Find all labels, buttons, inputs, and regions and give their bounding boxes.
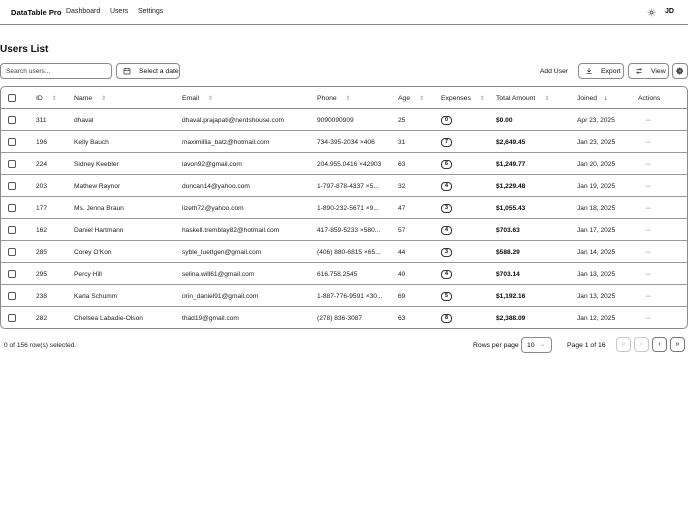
cell-age: 25: [398, 116, 406, 124]
row-select-cell: [8, 153, 16, 175]
row-checkbox[interactable]: [8, 292, 16, 300]
row-checkbox[interactable]: [8, 204, 16, 212]
cell-age: 69: [398, 292, 406, 300]
cell-name: Kelly Bauch: [74, 138, 109, 146]
more-actions-icon[interactable]: ···: [645, 182, 651, 190]
cell-expenses: [441, 241, 452, 263]
search-input[interactable]: [0, 63, 112, 79]
cell-expenses: [441, 285, 452, 307]
more-actions-icon[interactable]: ···: [645, 116, 651, 124]
cell-phone: 417-859-5233 ×580...: [317, 226, 381, 234]
more-actions-icon[interactable]: ···: [645, 204, 651, 212]
cell-name: Chelsea Labadie-Olson: [74, 314, 143, 322]
sort-icon[interactable]: ⇕: [101, 95, 107, 102]
expenses-badge: 3: [441, 204, 452, 213]
row-checkbox[interactable]: [8, 160, 16, 168]
cell-id: 238: [36, 292, 48, 300]
cell-joined: Jan 13, 2025: [577, 292, 616, 300]
row-select-cell: [8, 175, 16, 197]
cell-age: 63: [398, 160, 406, 168]
cell-total-amount: $2,649.45: [496, 138, 526, 146]
cell-joined: Jan 20, 2025: [577, 160, 616, 168]
gear-icon: [676, 67, 684, 75]
cell-total-amount: $703.14: [496, 270, 520, 278]
cell-id: 177: [36, 204, 48, 212]
last-page-button[interactable]: »: [670, 337, 685, 352]
row-select-cell: [8, 197, 16, 219]
cell-name: Ms. Jenna Braun: [74, 204, 124, 212]
cell-joined: Jan 14, 2025: [577, 248, 616, 256]
top-navbar: [0, 0, 688, 25]
table-row[interactable]: [1, 219, 688, 241]
row-select-cell: [8, 241, 16, 263]
cell-email: syble_luettgen@gmail.com: [182, 248, 262, 256]
brand-logo[interactable]: DataTable Pro: [11, 8, 62, 17]
sort-icon[interactable]: ⇕: [419, 95, 425, 102]
expenses-badge: 0: [441, 116, 452, 125]
expenses-badge: 3: [441, 248, 452, 257]
cell-email: maximillia_batz@hotmail.com: [182, 138, 270, 146]
cell-email: lizeth72@yahoo.com: [182, 204, 244, 212]
row-checkbox[interactable]: [8, 248, 16, 256]
rows-per-page-label: Rows per page: [473, 342, 519, 349]
table-settings-button[interactable]: [672, 63, 688, 79]
cell-phone: 734-395-2034 ×406: [317, 138, 375, 146]
row-select-cell: [8, 131, 16, 153]
selection-status: 0 of 156 row(s) selected.: [4, 342, 77, 349]
page-info: Page 1 of 16: [567, 342, 606, 349]
row-select-cell: [8, 263, 16, 285]
table-row[interactable]: [1, 175, 688, 197]
column-header-id[interactable]: ID ⇕: [36, 94, 57, 102]
sort-icon[interactable]: ⇕: [479, 95, 485, 102]
view-label: View: [651, 67, 666, 75]
sort-icon[interactable]: ⇕: [51, 95, 57, 102]
cell-joined: Apr 23, 2025: [577, 116, 615, 124]
cell-actions: [638, 175, 651, 197]
more-actions-icon[interactable]: ···: [645, 314, 651, 322]
cell-actions: [638, 219, 651, 241]
table-row[interactable]: [1, 131, 688, 153]
cell-joined: Jan 18, 2025: [577, 204, 616, 212]
table-row[interactable]: [1, 153, 688, 175]
column-header-phone[interactable]: Phone ⇕: [317, 94, 351, 102]
cell-expenses: [441, 131, 452, 153]
cell-total-amount: $1,249.77: [496, 160, 526, 168]
row-checkbox[interactable]: [8, 314, 16, 322]
cell-phone: (278) 836-3087: [317, 314, 363, 322]
view-options-button[interactable]: [628, 63, 669, 79]
cell-total-amount: $1,192.16: [496, 292, 526, 300]
cell-joined: Jan 17, 2025: [577, 226, 616, 234]
row-select-cell: [8, 219, 16, 241]
cell-phone: 1-797-878-4337 ×5...: [317, 182, 379, 190]
cell-name: dhaval: [74, 116, 94, 124]
cell-email: haskell.tremblay82@hotmail.com: [182, 226, 280, 234]
cell-joined: Jan 13, 2025: [577, 270, 616, 278]
sun-icon: [647, 8, 656, 17]
row-select-cell: [8, 109, 16, 131]
row-select-cell: [8, 307, 16, 329]
rows-per-page-select[interactable]: [521, 337, 552, 353]
more-actions-icon[interactable]: ···: [645, 160, 651, 168]
cell-expenses: [441, 263, 452, 285]
expenses-badge: 6: [441, 160, 452, 169]
cell-age: 47: [398, 204, 406, 212]
cell-name: Karla Schumm: [74, 292, 118, 300]
more-actions-icon[interactable]: ···: [645, 292, 651, 300]
select-all-checkbox[interactable]: [8, 94, 16, 102]
more-actions-icon[interactable]: ···: [645, 270, 651, 278]
theme-toggle-button[interactable]: [646, 7, 657, 18]
first-page-button[interactable]: «: [616, 337, 631, 352]
expenses-badge: 5: [441, 292, 452, 301]
select-all-cell: [8, 87, 16, 109]
cell-age: 31: [398, 138, 406, 146]
cell-actions: [638, 109, 651, 131]
cell-expenses: [441, 219, 452, 241]
cell-actions: [638, 153, 651, 175]
download-icon: [585, 67, 593, 75]
expenses-badge: 7: [441, 138, 452, 147]
cell-actions: [638, 263, 651, 285]
table-row[interactable]: [1, 285, 688, 307]
cell-expenses: [441, 307, 452, 329]
column-header-total-amount[interactable]: Total Amount ⇕: [496, 94, 550, 102]
cell-name: Corey O'Kon: [74, 248, 112, 256]
users-table: [0, 86, 688, 329]
column-header-age[interactable]: Age ⇕: [398, 94, 425, 102]
cell-name: Percy Hill: [74, 270, 102, 278]
cell-age: 32: [398, 182, 406, 190]
cell-total-amount: $0.00: [496, 116, 513, 124]
cell-email: selina.will61@gmail.com: [182, 270, 255, 278]
cell-actions: [638, 197, 651, 219]
next-page-button[interactable]: ›: [652, 337, 667, 352]
cell-age: 57: [398, 226, 406, 234]
cell-id: 295: [36, 270, 48, 278]
table-row[interactable]: [1, 263, 688, 285]
cell-age: 63: [398, 314, 406, 322]
sort-icon[interactable]: ⇕: [208, 95, 214, 102]
expenses-badge: 8: [441, 314, 452, 323]
cell-email: lavon92@gmail.com: [182, 160, 242, 168]
row-checkbox[interactable]: [8, 270, 16, 278]
table-row[interactable]: [1, 241, 688, 263]
cell-total-amount: $588.29: [496, 248, 520, 256]
cell-actions: [638, 307, 651, 329]
row-checkbox[interactable]: [8, 138, 16, 146]
column-header-joined[interactable]: Joined ↓: [577, 94, 608, 102]
expenses-badge: 4: [441, 182, 452, 191]
export-button[interactable]: [578, 63, 624, 79]
cell-email: orin_daniel91@gmail.com: [182, 292, 259, 300]
cell-expenses: [441, 153, 452, 175]
cell-total-amount: $1,229.48: [496, 182, 526, 190]
cell-id: 285: [36, 248, 48, 256]
cell-name: Daniel Hartmann: [74, 226, 124, 234]
cell-expenses: [441, 175, 452, 197]
cell-id: 203: [36, 182, 48, 190]
sliders-icon: [635, 67, 643, 75]
previous-page-button[interactable]: ‹: [634, 337, 649, 352]
row-checkbox[interactable]: [8, 116, 16, 124]
sort-desc-icon[interactable]: ↓: [604, 94, 608, 102]
row-checkbox[interactable]: [8, 226, 16, 234]
cell-phone: 1-887-776-9591 ×30...: [317, 292, 383, 300]
cell-id: 282: [36, 314, 48, 322]
nav-users[interactable]: Users: [110, 8, 129, 15]
column-header-name[interactable]: Name ⇕: [74, 94, 107, 102]
cell-joined: Jan 12, 2025: [577, 314, 616, 322]
cell-total-amount: $1,055.43: [496, 204, 526, 212]
rows-per-page-value: 10: [527, 341, 535, 349]
add-user-label: Add User: [539, 67, 569, 75]
column-header-expenses[interactable]: Expenses ⇕: [441, 94, 485, 102]
cell-expenses: [441, 109, 452, 131]
cell-id: 311: [36, 116, 47, 124]
table-header: [1, 87, 688, 109]
cell-email: thad19@gmail.com: [182, 314, 239, 322]
more-actions-icon[interactable]: ···: [645, 248, 651, 256]
date-picker-button[interactable]: [116, 63, 180, 79]
date-picker-label: Select a date: [139, 67, 179, 75]
calendar-icon: [123, 67, 131, 75]
table-row[interactable]: [1, 197, 688, 219]
more-actions-icon[interactable]: ···: [645, 226, 651, 234]
cell-id: 224: [36, 160, 48, 168]
cell-phone: 616.758.2545: [317, 270, 358, 278]
cell-total-amount: $2,388.09: [496, 314, 526, 322]
cell-id: 162: [36, 226, 48, 234]
expenses-badge: 4: [441, 270, 452, 279]
cell-joined: Jan 23, 2025: [577, 138, 616, 146]
sort-icon[interactable]: ⇕: [345, 95, 351, 102]
chevron-down-icon: ⌄: [539, 342, 545, 348]
row-select-cell: [8, 285, 16, 307]
cell-phone: 9090090909: [317, 116, 354, 124]
cell-name: Mathew Raynor: [74, 182, 121, 190]
cell-actions: [638, 285, 651, 307]
row-checkbox[interactable]: [8, 182, 16, 190]
table-row[interactable]: [1, 109, 688, 131]
cell-phone: (406) 880-6815 ×65...: [317, 248, 381, 256]
cell-actions: [638, 241, 651, 263]
cell-phone: 204.955.0416 ×42903: [317, 160, 382, 168]
sort-icon[interactable]: ⇕: [544, 95, 550, 102]
column-header-actions: Actions: [638, 94, 661, 102]
add-user-button[interactable]: [537, 63, 571, 79]
export-label: Export: [601, 67, 621, 75]
table-row[interactable]: [1, 307, 688, 329]
column-header-email[interactable]: Email ⇕: [182, 94, 214, 102]
page-title: Users List: [0, 44, 49, 55]
cell-email: dhaval.prajapati@nerdshouse.com: [182, 116, 284, 124]
cell-phone: 1-890-232-5671 ×9...: [317, 204, 379, 212]
cell-actions: [638, 131, 651, 153]
cell-age: 40: [398, 270, 406, 278]
cell-email: duncan14@yahoo.com: [182, 182, 250, 190]
nav-settings[interactable]: Settings: [138, 8, 164, 15]
user-avatar[interactable]: JD: [665, 8, 674, 15]
more-actions-icon[interactable]: ···: [645, 138, 651, 146]
cell-expenses: [441, 197, 452, 219]
cell-joined: Jan 19, 2025: [577, 182, 616, 190]
cell-total-amount: $703.63: [496, 226, 520, 234]
nav-dashboard[interactable]: Dashboard: [66, 8, 101, 15]
expenses-badge: 4: [441, 226, 452, 235]
cell-id: 196: [36, 138, 48, 146]
cell-age: 44: [398, 248, 406, 256]
cell-name: Sidney Keebler: [74, 160, 119, 168]
